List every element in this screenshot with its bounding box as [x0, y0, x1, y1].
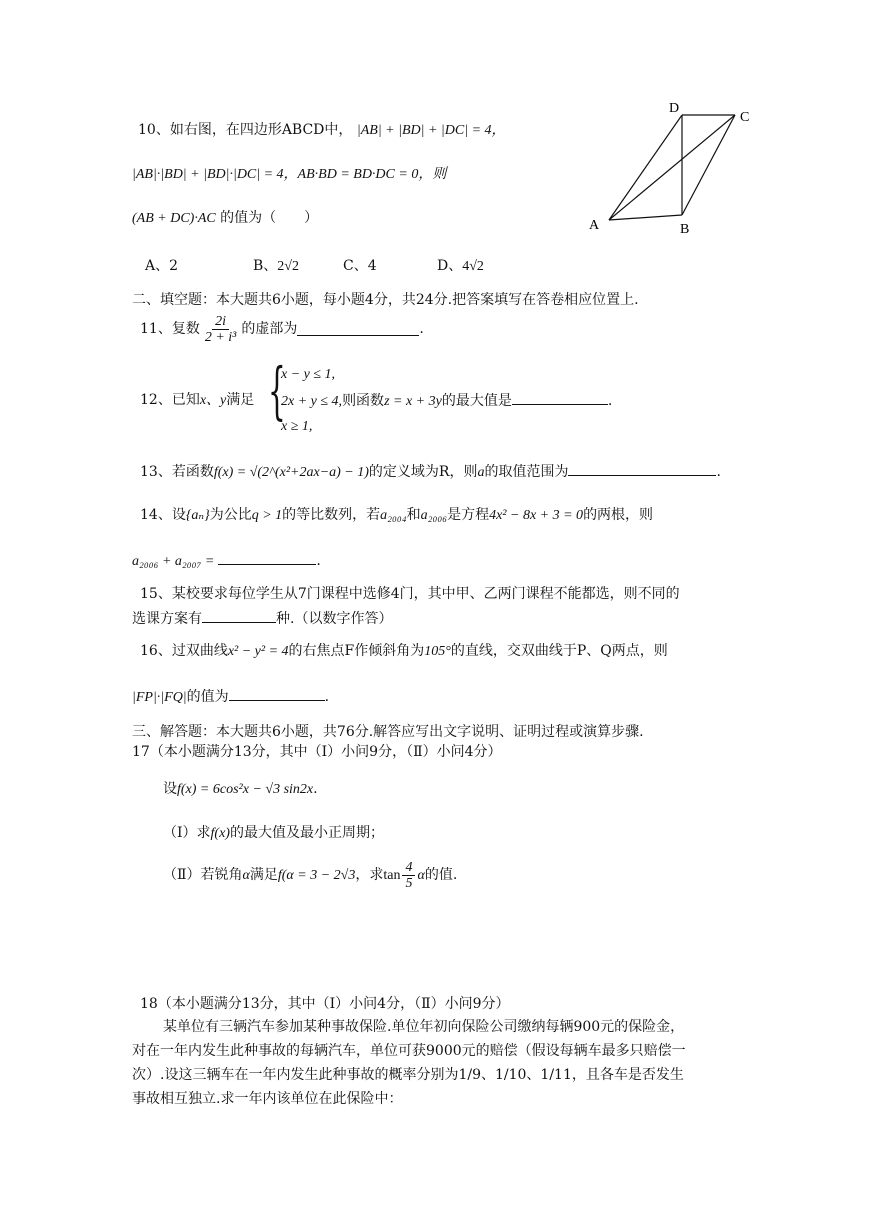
q11-prefix: 11、复数 [140, 321, 200, 338]
q18-line2: 对在一年内发生此种事故的每辆汽车，单位可获9000元的赔偿（假设每辆车最多只赔偿一 [132, 1043, 686, 1059]
q16-prefix: 16、过双曲线 [140, 643, 228, 659]
q10-math3: (AB + DC)·AC [132, 211, 216, 226]
q16-blank [229, 688, 325, 701]
q14-t5: 的两根，则 [583, 507, 654, 523]
q10-line3 [132, 210, 318, 228]
option-d [437, 258, 484, 276]
q16-t2: 的直线，交双曲线于P、Q两点，则 [450, 643, 668, 659]
q17-p2-cond: f(α = 3 − 2√3 [277, 868, 356, 884]
q12-constraint-2: 2x + y ≤ 4, [281, 394, 343, 409]
q14-blank [218, 552, 316, 565]
q13-prefix: 13、若函数 [140, 464, 214, 480]
q14-line1 [140, 507, 653, 525]
q10-text: 10、如右图，在四边形ABCD中， [138, 122, 353, 138]
q11-suffix: 的虚部为 [241, 321, 298, 338]
q13-blank [568, 463, 716, 476]
q11 [140, 314, 424, 346]
q13-mid: 的定义域为R，则 [368, 464, 478, 480]
q17-def-fn: f(x) = 6cos²x − √3 sin2x [177, 782, 314, 797]
q17-p2-mid: 满足 [249, 867, 278, 884]
q18-head: 18（本小题满分13分，其中（Ⅰ）小问4分，（Ⅱ）小问9分） [140, 996, 510, 1012]
q13-end: . [716, 464, 721, 480]
q17-def-end: . [313, 781, 318, 797]
option-a: A、2 [145, 258, 179, 274]
section3-heading: 三、解答题：本大题共6小题，共76分.解答应写出文字说明、证明过程或演算步骤. [132, 724, 644, 740]
q16-eq: x² − y² = 4 [227, 644, 289, 659]
q17-den: 5 [405, 876, 413, 892]
q13-suffix: 的取值范围为 [484, 464, 569, 480]
q10-math2: |AB|·|BD| + |BD|·|DC| = 4，AB·BD = BD·DC = 0，则 [132, 167, 447, 182]
q10-text3: 的值为（ ） [220, 210, 319, 226]
q14-line2 [132, 552, 321, 571]
quadrilateral-figure [585, 98, 755, 238]
q16-angle: 105° [424, 644, 451, 659]
q12-prefix-row [140, 392, 254, 410]
q11-end: . [419, 321, 424, 338]
option-b-value: 2√2 [277, 259, 299, 274]
q11-fraction [202, 314, 240, 346]
q15-line2b: 种.（以数字作答） [276, 611, 393, 627]
q15-blank [202, 610, 276, 623]
figure-label-c: C [740, 110, 750, 125]
q17-head: 17（本小题满分13分，其中（Ⅰ）小问9分，（Ⅱ）小问4分） [132, 744, 502, 760]
q10-math1: |AB| + |BD| + |DC| = 4， [356, 123, 506, 138]
q12-mid: 满足 [226, 392, 255, 408]
option-c: C、4 [343, 258, 377, 274]
q14-end: . [316, 553, 321, 569]
q16-t1: 的右焦点F作倾斜角为 [288, 643, 425, 659]
q17-p1-suffix: 的最大值及最小正周期； [229, 825, 384, 841]
figure-label-a: A [589, 218, 600, 233]
q14-sum: a₂₀₀₆ + a₂₀₀₇ = [132, 554, 215, 569]
q17-p2-prefix: （Ⅱ）若锐角 [163, 867, 243, 884]
option-d-label: D、 [437, 258, 463, 274]
q12-end: . [607, 393, 613, 409]
q11-den: 2 + i³ [204, 330, 237, 346]
q16-line2 [132, 688, 329, 707]
q16-line1 [140, 643, 668, 661]
q12-fn: z = x + 3y [384, 394, 442, 409]
q12-constraint-1: x − y ≤ 1, [281, 367, 336, 382]
q11-num: 2i [212, 314, 229, 330]
q12-after: 则函数 [342, 393, 385, 409]
q14-a1: a₂₀₀₄ [380, 508, 407, 523]
q14-seq: {aₙ} [185, 508, 210, 523]
q14-a2: a₂₀₀₆ [420, 508, 448, 523]
q14-t3: 和 [406, 507, 421, 523]
option-d-value: 4√2 [462, 259, 484, 274]
q12-constraint-2-row [281, 392, 612, 411]
q11-blank [297, 323, 419, 336]
q16-product: |FP|·|FQ| [132, 690, 187, 705]
option-b [253, 258, 299, 276]
q17-p2-t: ，求 [355, 867, 384, 884]
q15-line1: 15、某校要求每位学生从7门课程中选修4门，其中甲、乙两门课程不能都选，则不同的 [140, 586, 680, 602]
q12-vars: x、y [199, 393, 227, 408]
q17-p1-fn: f(x) [210, 826, 230, 841]
q17-part2 [163, 860, 457, 892]
q17-part1 [163, 825, 384, 843]
q17-def-prefix: 设 [163, 781, 177, 797]
q18-line4: 事故相互独立.求一年内该单位在此保险中： [132, 1091, 403, 1107]
q18-line3: 次）.设这三辆车在一年内发生此种事故的概率分别为1/9、1/10、1/11，且各车是否发生 [132, 1067, 684, 1083]
q17-fraction [402, 860, 415, 892]
q14-t1: 为公比 [209, 507, 252, 523]
q17-p1-prefix: （Ⅰ）求 [163, 825, 211, 841]
q13-fn: f(x) = √(2^(x²+2ax−a) − 1) [213, 465, 369, 480]
section2-heading: 二、填空题：本大题共6小题，每小题4分，共24分.把答案填写在答卷相应位置上. [132, 292, 639, 308]
q17-def [163, 781, 318, 799]
figure-label-b: B [680, 222, 690, 237]
q15-line2 [132, 610, 392, 629]
q17-p2-tan: tan [383, 868, 401, 884]
q10-options [145, 258, 178, 276]
q14-prefix: 14、设 [140, 507, 186, 523]
q10-line1 [138, 122, 506, 140]
q12-suffix: 的最大值是 [441, 393, 512, 409]
q10-line2 [132, 166, 446, 184]
q17-num: 4 [402, 860, 415, 876]
q15-line2a: 选课方案有 [132, 611, 202, 627]
q12-brace: { [268, 354, 286, 427]
q13-var: a [477, 465, 485, 480]
q14-q: q > 1 [251, 508, 283, 523]
q12-constraint-3: x ≥ 1, [281, 419, 313, 434]
q14-t4: 是方程 [447, 507, 490, 523]
q17-p2-end: 的值. [424, 867, 458, 884]
q12-prefix: 12、已知 [140, 392, 200, 408]
q17-p2-var: α [242, 868, 250, 884]
q14-eq: 4x² − 8x + 3 = 0 [489, 508, 584, 523]
q16-t3: 的值为 [186, 689, 229, 705]
q14-t2: 的等比数列，若 [282, 507, 381, 523]
q13 [140, 463, 721, 482]
q12-blank [512, 392, 608, 405]
q18-line1: 某单位有三辆汽车参加某种事故保险.单位年初向保险公司缴纳每辆900元的保险金， [163, 1019, 685, 1035]
option-b-label: B、 [253, 258, 278, 274]
figure-label-d: D [669, 101, 680, 116]
q17-p2-var-2: α [417, 868, 425, 884]
q16-end: . [324, 689, 330, 705]
